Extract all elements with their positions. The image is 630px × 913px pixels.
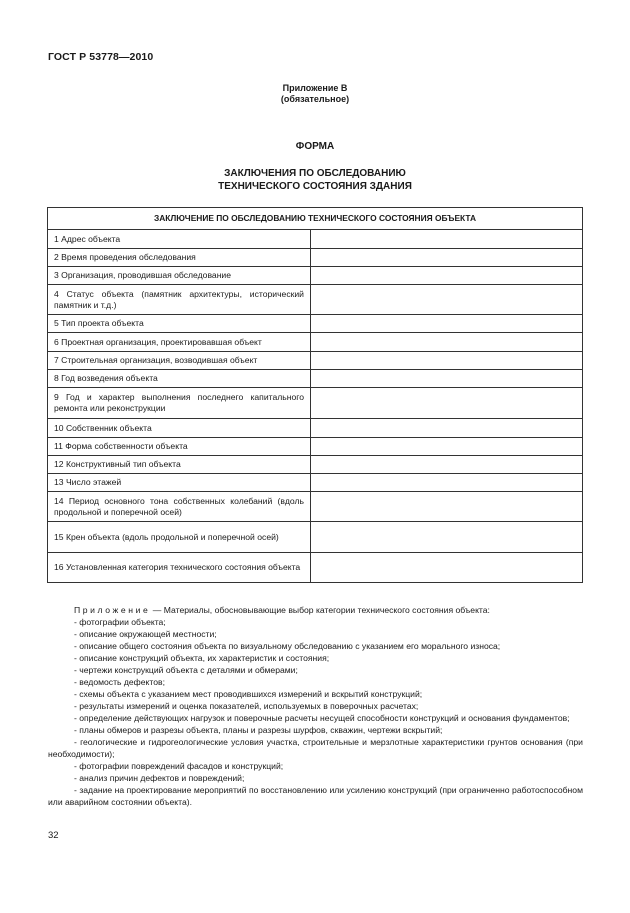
note-item: - описание общего состояния объекта по визуальному обследованию с указанием его морального износа; — [74, 641, 501, 651]
appendix-subtitle: (обязательное) — [280, 94, 350, 104]
row-value — [311, 456, 583, 474]
note-item: - описание конструкций объекта, их характеристик и состояния; — [74, 653, 330, 663]
row-value — [311, 388, 583, 419]
appendix-note — [48, 604, 583, 808]
note-item: - фотографии объекта; — [74, 617, 166, 627]
row-value — [311, 474, 583, 492]
row-value — [311, 438, 583, 456]
note-item: - схемы объекта с указанием мест проводившихся измерений и вскрытий конструкций; — [74, 689, 423, 699]
row-label: 3 Организация, проводившая обследование — [48, 267, 311, 285]
note-intro — [48, 604, 583, 616]
form-heading-line1: ЗАКЛЮЧЕНИЯ ПО ОБСЛЕДОВАНИЮ — [224, 168, 406, 179]
table-row — [48, 267, 583, 285]
table-row — [48, 456, 583, 474]
table-row — [48, 315, 583, 333]
note-item: - анализ причин дефектов и повреждений; — [74, 773, 245, 783]
row-value — [311, 315, 583, 333]
appendix-title: Приложение В — [282, 83, 348, 93]
table-row — [48, 388, 583, 419]
row-label: 11 Форма собственности объекта — [48, 438, 311, 456]
row-label: 12 Конструктивный тип объекта — [48, 456, 311, 474]
row-value — [311, 553, 583, 583]
row-label: 7 Строительная организация, возводившая объект — [48, 352, 311, 370]
form-heading-line2: ТЕХНИЧЕСКОГО СОСТОЯНИЯ ЗДАНИЯ — [218, 181, 412, 192]
row-value — [311, 267, 583, 285]
table-row — [48, 419, 583, 438]
row-label: 6 Проектная организация, проектировавшая объект — [48, 333, 311, 352]
note-item: - результаты измерений и оценка показателей, используемых в поверочных расчетах; — [74, 701, 419, 711]
table-row — [48, 438, 583, 456]
row-value — [311, 249, 583, 267]
row-value — [311, 522, 583, 553]
document-code: ГОСТ Р 53778—2010 — [48, 51, 154, 63]
row-label: 5 Тип проекта объекта — [48, 315, 311, 333]
table-row — [48, 230, 583, 249]
row-value — [311, 419, 583, 438]
table-row — [48, 474, 583, 492]
note-item: - фотографии повреждений фасадов и конструкций; — [74, 761, 284, 771]
table-row — [48, 249, 583, 267]
row-value — [311, 285, 583, 315]
row-label: 15 Крен объекта (вдоль продольной и поперечной осей) — [48, 522, 311, 553]
table-header-row — [48, 208, 583, 230]
table-row — [48, 492, 583, 522]
row-label: 14 Период основного тона собственных колебаний (вдоль продольной и поперечной осей) — [48, 492, 311, 522]
conclusion-table — [47, 207, 583, 583]
note-item: - ведомость дефектов; — [74, 677, 165, 687]
note-item: - определение действующих нагрузок и поверочные расчеты несущей способности конструкций и основания фундаментов; — [74, 713, 570, 723]
row-value — [311, 230, 583, 249]
note-item: - описание окружающей местности; — [74, 629, 217, 639]
note-item: - чертежи конструкций объекта с деталями и обмерами; — [74, 665, 298, 675]
note-item: - геологические и гидрогеологические условия участка, строительные и мерзлотные характеристики грунтов основания (при необходимости); — [48, 737, 583, 759]
row-label: 13 Число этажей — [48, 474, 311, 492]
row-value — [311, 352, 583, 370]
row-label: 4 Статус объекта (памятник архитектуры, исторический памятник и т.д.) — [48, 285, 311, 315]
form-title: ФОРМА — [295, 141, 335, 152]
table-row — [48, 370, 583, 388]
note-label: Приложение — [74, 605, 151, 615]
table-row — [48, 285, 583, 315]
note-item: - задание на проектирование мероприятий по восстановлению или усилению конструкций (при ограниченно работоспособном или аварийном состоянии объекта). — [48, 785, 583, 807]
page-number: 32 — [48, 830, 59, 841]
note-intro-text: — Материалы, обосновывающие выбор категории технического состояния объекта: — [152, 605, 490, 615]
table-row — [48, 553, 583, 583]
table-header: ЗАКЛЮЧЕНИЕ ПО ОБСЛЕДОВАНИЮ ТЕХНИЧЕСКОГО СОСТОЯНИЯ ОБЪЕКТА — [48, 208, 583, 230]
row-label: 2 Время проведения обследования — [48, 249, 311, 267]
table-row — [48, 352, 583, 370]
table-row — [48, 522, 583, 553]
note-item: - планы обмеров и разрезы объекта, планы и разрезы шурфов, скважин, чертежи вскрытий; — [74, 725, 443, 735]
row-label: 10 Собственник объекта — [48, 419, 311, 438]
row-label: 1 Адрес объекта — [48, 230, 311, 249]
row-label: 8 Год возведения объекта — [48, 370, 311, 388]
row-label: 16 Установленная категория технического состояния объекта — [48, 553, 311, 583]
row-value — [311, 492, 583, 522]
table-row — [48, 333, 583, 352]
row-value — [311, 370, 583, 388]
row-label: 9 Год и характер выполнения последнего капитального ремонта или реконструкции — [48, 388, 311, 419]
row-value — [311, 333, 583, 352]
